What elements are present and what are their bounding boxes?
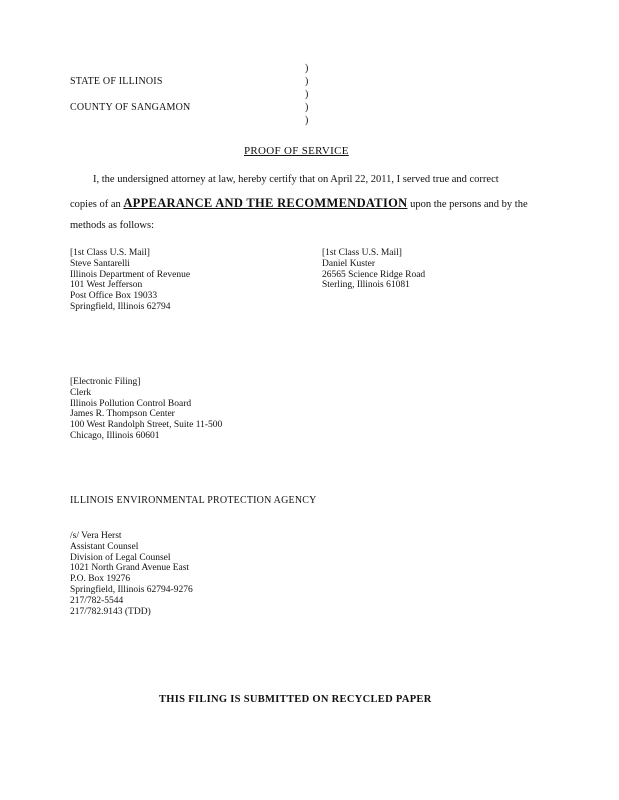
recipient-method: [1st Class U.S. Mail] (70, 248, 150, 258)
caption-paren: ) (305, 76, 309, 87)
body-line-1: I, the undersigned attorney at law, hereby certify that on April 22, 2011, I served true and correct (93, 174, 499, 185)
caption-county: COUNTY OF SANGAMON (70, 102, 191, 113)
address-line: Post Office Box 19033 (70, 291, 158, 302)
address-line: James R. Thompson Center (70, 409, 175, 420)
caption-paren: ) (305, 102, 309, 113)
signature-line: /s/ Vera Herst (70, 531, 122, 541)
address-line: Chicago, Illinois 60601 (70, 430, 160, 441)
body-line-2-start: copies of an (70, 199, 124, 210)
body-line-2-end: upon the persons and by the (407, 199, 528, 210)
address-line: Illinois Pollution Control Board (70, 398, 192, 409)
recipient-method: [Electronic Filing] (70, 377, 141, 387)
caption-paren: ) (305, 89, 309, 100)
address-line: Sterling, Illinois 61081 (322, 280, 410, 291)
address-line: Illinois Department of Revenue (70, 269, 191, 280)
address-line: Steve Santarelli (70, 258, 130, 269)
signature-line: 1021 North Grand Avenue East (70, 563, 190, 574)
document-title: APPEARANCE AND THE RECOMMENDATION (123, 196, 408, 210)
signature-line: Springfield, Illinois 62794-9276 (70, 584, 193, 595)
signature-line: Division of Legal Counsel (70, 552, 171, 563)
address-line: Springfield, Illinois 62794 (70, 301, 171, 312)
caption-paren: ) (305, 63, 309, 74)
signature-line: 217/782.9143 (TDD) (70, 606, 151, 617)
address-line: 101 West Jefferson (70, 280, 143, 291)
body-line-3: methods as follows: (70, 220, 154, 231)
address-line: 100 West Randolph Street, Suite 11-500 (70, 420, 223, 431)
signature-line: P.O. Box 19276 (70, 574, 131, 585)
signature-line: Assistant Counsel (70, 541, 139, 552)
signature-line: 217/782-5544 (70, 595, 124, 606)
caption-paren: ) (305, 115, 309, 126)
recipient-right (322, 248, 425, 291)
page-title: PROOF OF SERVICE (244, 145, 349, 157)
address-line: Clerk (70, 387, 92, 398)
caption-state: STATE OF ILLINOIS (70, 76, 163, 87)
address-line: 26565 Science Ridge Road (322, 269, 426, 280)
recipient-method: [1st Class U.S. Mail] (322, 248, 402, 258)
address-line: Daniel Kuster (322, 258, 376, 269)
recipient-left (70, 248, 190, 313)
agency-name: ILLINOIS ENVIRONMENTAL PROTECTION AGENCY (70, 495, 317, 506)
body-line-2 (70, 192, 528, 216)
recycled-paper-notice: THIS FILING IS SUBMITTED ON RECYCLED PAPER (159, 694, 432, 705)
signature-block (70, 531, 193, 617)
recipient-electronic (70, 377, 222, 442)
